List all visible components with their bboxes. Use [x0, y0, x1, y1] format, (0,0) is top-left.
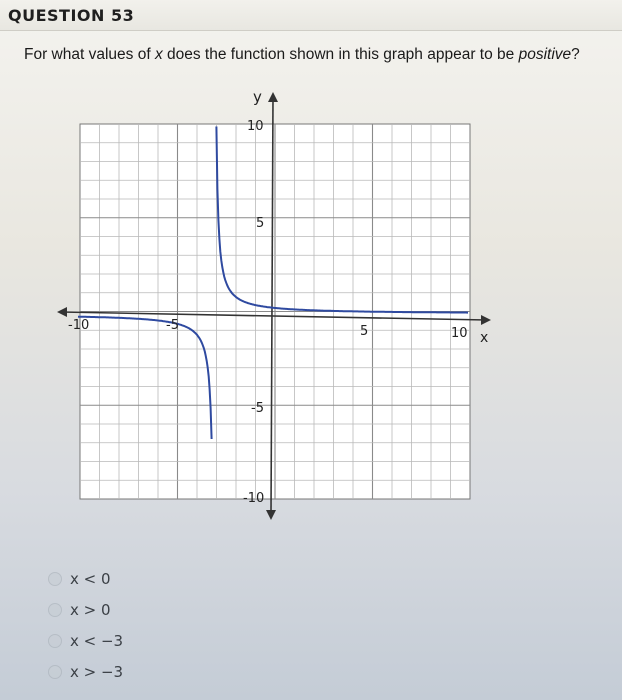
question-title: QUESTION 53 — [8, 6, 135, 25]
choice-label-4: x > −3 — [70, 662, 124, 681]
x-tick-label-left: -10 — [68, 318, 90, 333]
x-axis-right-arrow — [481, 315, 491, 325]
y-tick-label-bottom: -10 — [243, 491, 265, 506]
prompt-text-3: ? — [571, 46, 580, 63]
y-tick-label-upper: 5 — [256, 216, 265, 231]
y-tick-label-top: 10 — [247, 119, 264, 134]
y-axis-label: y — [253, 88, 262, 106]
radio-button-4[interactable] — [48, 665, 62, 679]
choice-option-2[interactable] — [48, 594, 123, 625]
function-graph — [55, 84, 495, 524]
prompt-emphasis: positive — [518, 46, 572, 63]
radio-button-2[interactable] — [48, 603, 62, 617]
x-tick-label-pos: 5 — [360, 324, 369, 339]
answer-choices — [48, 563, 123, 687]
x-axis-label: x — [480, 330, 489, 346]
x-tick-label-right: 10 — [451, 326, 468, 341]
question-header — [0, 0, 622, 31]
prompt-text-2: does the function shown in this graph appear to be — [162, 46, 519, 63]
y-axis-up-arrow — [268, 92, 278, 102]
choice-option-1[interactable] — [48, 563, 123, 594]
prompt-text-1: For what values of — [24, 46, 155, 63]
x-tick-label-neg: -5 — [166, 318, 179, 333]
question-prompt — [24, 46, 620, 64]
y-tick-label-lower: -5 — [251, 401, 264, 416]
radio-button-3[interactable] — [48, 634, 62, 648]
x-axis-left-arrow — [57, 307, 67, 317]
choice-option-3[interactable] — [48, 625, 123, 656]
choice-label-1: x < 0 — [70, 569, 111, 588]
choice-label-3: x < −3 — [70, 631, 124, 650]
prompt-variable: x — [154, 46, 163, 63]
radio-button-1[interactable] — [48, 572, 62, 586]
choice-option-4[interactable] — [48, 656, 123, 687]
choice-label-2: x > 0 — [70, 600, 111, 619]
y-axis-down-arrow — [266, 510, 276, 520]
